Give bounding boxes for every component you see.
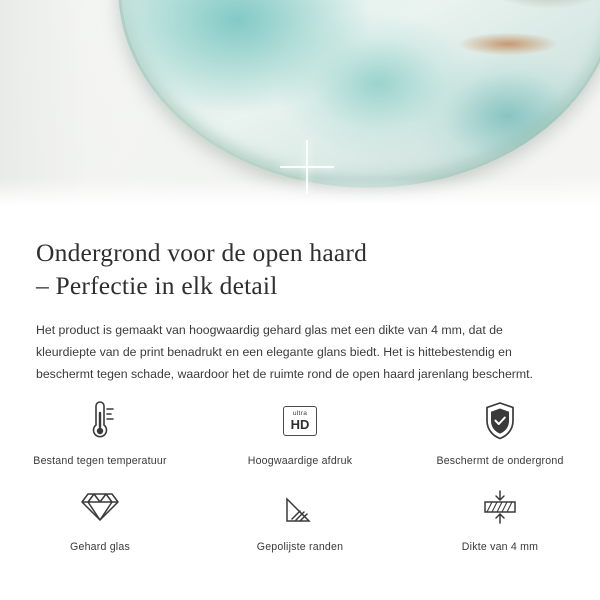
feature-item-polished-edges xyxy=(200,481,400,553)
page-title xyxy=(36,236,564,302)
polished-edges-icon xyxy=(283,485,317,529)
thermometer-icon xyxy=(83,399,117,443)
feature-label: Hoogwaardige afdruk xyxy=(247,455,353,467)
feature-item-tempered-glass xyxy=(0,481,200,553)
feature-grid xyxy=(0,395,600,553)
feature-label: Gepolijste randen xyxy=(256,541,344,553)
feature-label: Dikte van 4 mm xyxy=(461,541,539,553)
glass-disc-image xyxy=(118,0,600,188)
feature-label: Beschermt de ondergrond xyxy=(436,455,564,467)
hero-bottom-fade xyxy=(0,178,600,212)
shield-check-icon xyxy=(482,399,518,443)
feature-item-print-quality xyxy=(200,395,400,467)
feature-label: Gehard glas xyxy=(70,541,130,553)
diamond-icon xyxy=(80,485,120,529)
content-block xyxy=(0,212,600,385)
feature-label: Bestand tegen temperatuur xyxy=(33,455,167,467)
feature-item-thickness xyxy=(400,481,600,553)
hero-image xyxy=(0,0,600,212)
hd-text: HD xyxy=(290,417,310,433)
thickness-4mm-icon xyxy=(480,485,520,529)
page-title-line-2: – Perfectie in elk detail xyxy=(36,271,278,300)
feature-item-temperature xyxy=(0,395,200,467)
page-title-line-1: Ondergrond voor de open haard xyxy=(36,238,368,267)
ultra-hd-icon xyxy=(283,399,317,443)
ultra-text: ultra xyxy=(292,409,308,417)
feature-item-surface-protection xyxy=(400,395,600,467)
description-paragraph: Het product is gemaakt van hoogwaardig gehard glas met een dikte van 4 mm, dat de kleurdiepte van de print benadrukt en een elegante glans biedt. Het is hittebestendig en beschermt tegen schade, waardoor het de ruimte rond de open haard jarenlang beschermt. xyxy=(36,323,533,381)
